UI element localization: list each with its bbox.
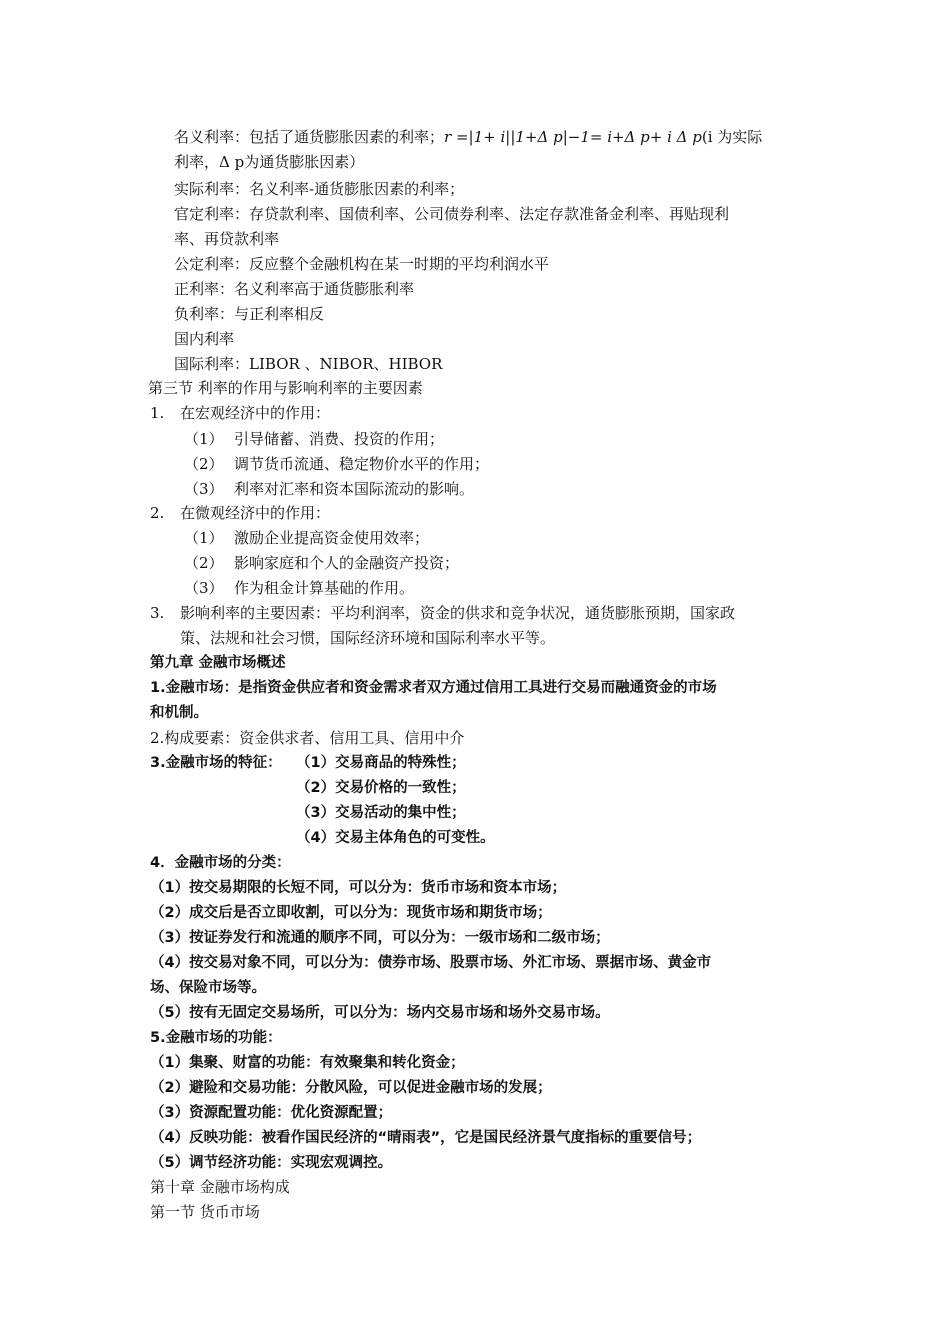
micro-item	[184, 553, 459, 573]
micro-heading	[150, 503, 330, 523]
feature-item: （4）交易主体角色的可变性。	[296, 830, 495, 846]
factors-cont: 策、法规和社会习惯，国际经济环境和国际利率水平等。	[180, 629, 556, 647]
item-text: 作为租金计算基础的作用。	[234, 579, 415, 597]
micro-item	[184, 528, 429, 548]
feature-item: （3）交易活动的集中性；	[296, 805, 466, 821]
item-text: 影响家庭和个人的金融资产投资；	[234, 554, 460, 572]
real-rate-line: 实际利率：名义利率-通货膨胀因素的利率；	[174, 180, 465, 198]
classification-item-cont: 场、保险市场等。	[150, 980, 266, 996]
factors-text: 影响利率的主要因素：平均利润率，资金的供求和竞争状况，通货膨胀预期，国家政	[180, 604, 736, 622]
classification-title: 4．金融市场的分类：	[150, 855, 291, 871]
section3-title: 第三节 利率的作用与影响利率的主要因素	[148, 379, 423, 397]
function-item: （5）调节经济功能：实现宏观调控。	[150, 1155, 393, 1171]
item-text: 引导储蓄、消费、投资的作用；	[234, 430, 445, 448]
feature-item: （2）交易价格的一致性；	[296, 780, 466, 796]
public-rate-line: 公定利率：反应整个金融机构在某一时期的平均利润水平	[174, 255, 550, 273]
nominal-rate-cont: 利率，Δ p为通货膨胀因素）	[174, 153, 365, 171]
item-num: （3）	[184, 480, 224, 498]
features-label: 3.金融市场的特征：	[150, 755, 282, 771]
micro-title: 在微观经济中的作用：	[180, 504, 331, 522]
classification-item: （2）成交后是否立即收割，可以分为：现货市场和期货市场；	[150, 905, 552, 921]
item-num: （2）	[184, 455, 224, 473]
positive-rate-line: 正利率：名义利率高于通货膨胀利率	[174, 280, 415, 298]
market-definition-cont: 和机制。	[150, 705, 208, 721]
factors-line	[150, 603, 735, 623]
market-definition: 1.金融市场：是指资金供应者和资金需求者双方通过信用工具进行交易而融通资金的市场	[150, 680, 717, 696]
item-num: （1）	[184, 529, 224, 547]
macro-heading	[150, 403, 330, 423]
function-item: （4）反映功能：被看作国民经济的“晴雨表”，它是国民经济景气度指标的重要信号；	[150, 1130, 702, 1146]
macro-num: 1.	[150, 404, 165, 422]
classification-item: （5）按有无固定交易场所，可以分为：场内交易市场和场外交易市场。	[150, 1005, 610, 1021]
macro-item	[184, 479, 474, 499]
item-num: （3）	[184, 579, 224, 597]
negative-rate-line: 负利率：与正利率相反	[174, 305, 325, 323]
classification-item: （3）按证券发行和流通的顺序不同，可以分为：一级市场和二级市场；	[150, 930, 610, 946]
international-rate-line: 国际利率：LIBOR 、NIBOR、HIBOR	[174, 355, 443, 373]
official-rate-cont: 率、再贷款利率	[174, 230, 280, 248]
market-elements: 2.构成要素：资金供求者、信用工具、信用中介	[150, 729, 465, 747]
micro-item	[184, 578, 414, 598]
item-text: 利率对汇率和资本国际流动的影响。	[234, 480, 475, 498]
chapter9-title: 第九章 金融市场概述	[150, 655, 286, 671]
chapter10-title: 第十章 金融市场构成	[150, 1178, 290, 1196]
nominal-rate-label: 名义利率：	[174, 128, 250, 146]
official-rate-line: 官定利率：存贷款利率、国债利率、公司债券利率、法定存款准备金利率、再贴现利	[174, 205, 730, 223]
macro-item	[184, 429, 444, 449]
feature-item: （1）交易商品的特殊性；	[296, 755, 466, 771]
item-num: （1）	[184, 430, 224, 448]
nominal-rate-text: 包括了通货膨胀因素的利率；	[249, 128, 445, 146]
formula-note: (i 为实际	[701, 128, 763, 146]
item-num: （2）	[184, 554, 224, 572]
function-item: （3）资源配置功能：优化资源配置；	[150, 1105, 393, 1121]
item-text: 调节货币流通、稳定物价水平的作用；	[234, 455, 490, 473]
chapter10-section1: 第一节 货币市场	[150, 1203, 260, 1221]
factors-num: 3.	[150, 604, 165, 622]
nominal-rate-line	[174, 127, 762, 147]
item-text: 激励企业提高资金使用效率；	[234, 529, 430, 547]
fisher-formula: r =|1+ i||1+Δ p|−1= i+Δ p+ i Δ p	[444, 128, 702, 146]
micro-num: 2.	[150, 504, 165, 522]
macro-item	[184, 454, 489, 474]
functions-title: 5.金融市场的功能：	[150, 1030, 282, 1046]
classification-item: （4）按交易对象不同，可以分为：债券市场、股票市场、外汇市场、票据市场、黄金市	[150, 955, 712, 971]
macro-title: 在宏观经济中的作用：	[180, 404, 331, 422]
function-item: （1）集聚、财富的功能：有效聚集和转化资金；	[150, 1055, 465, 1071]
domestic-rate-line: 国内利率	[174, 330, 235, 348]
function-item: （2）避险和交易功能：分散风险，可以促进金融市场的发展；	[150, 1080, 552, 1096]
classification-item: （1）按交易期限的长短不同，可以分为：货币市场和资本市场；	[150, 880, 567, 896]
